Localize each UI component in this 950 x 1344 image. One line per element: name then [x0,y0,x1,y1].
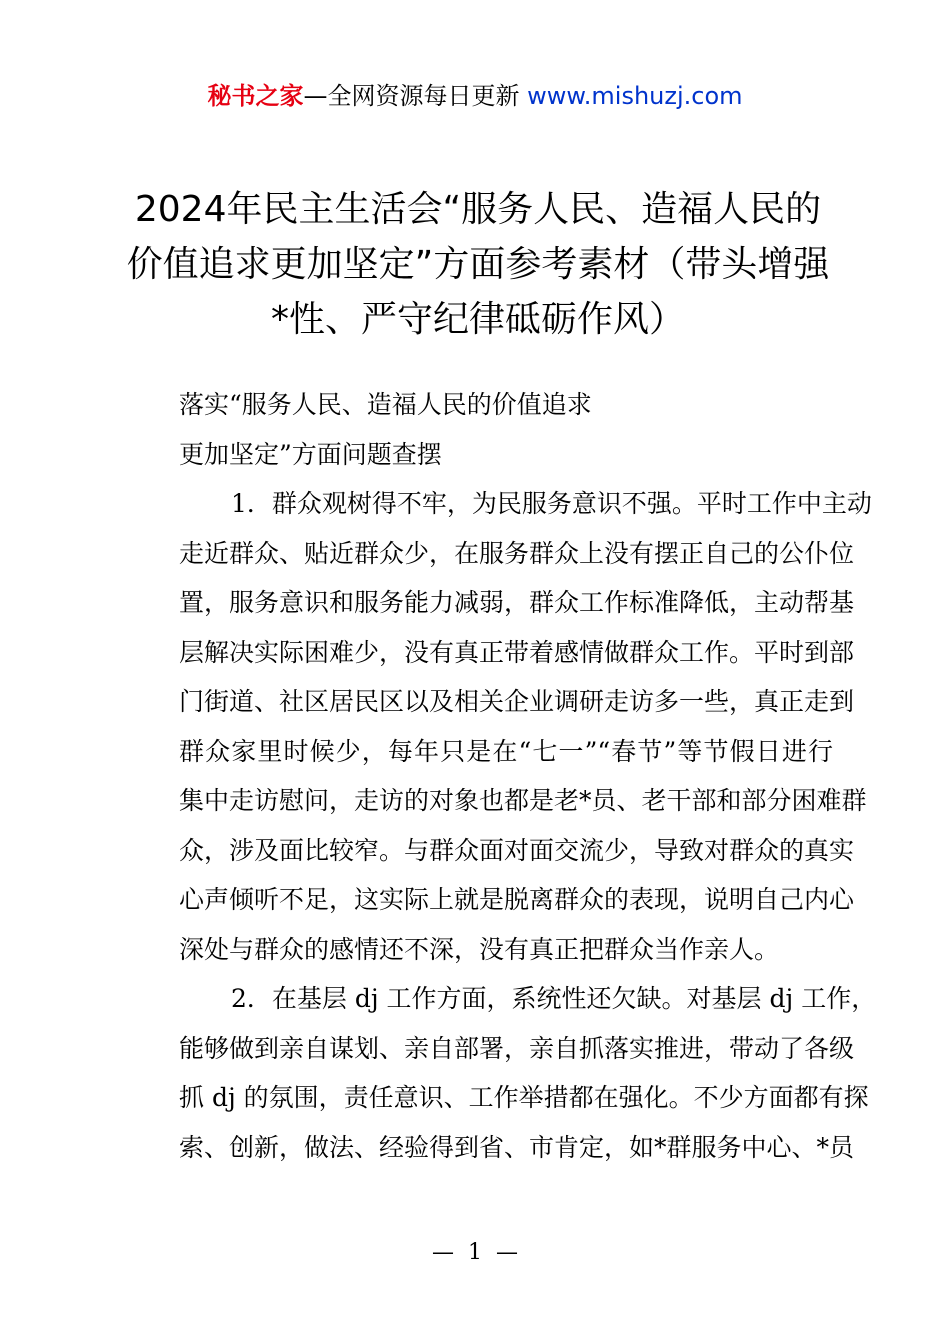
paragraph-line: 抓 dj 的氛围，责任意识、工作举措都在强化。不少方面都有探 [179,1083,869,1112]
brand-name: 秘书之家 [207,82,304,110]
paragraph-1 [127,479,872,974]
paragraph-line: 深处与群众的感情还不深，没有真正把群众当作亲人。 [179,934,780,964]
paragraph-line: 能够做到亲自谋划、亲自部署，亲自抓落实推进，带动了各级 [179,1033,855,1063]
title-line: *性、严守纪律砥砺作风） [270,299,685,340]
document-title [118,182,838,347]
footer-dash: — [432,1240,454,1265]
title-line: 2024年民主生活会“服务人民、造福人民的 [134,189,822,230]
footer-dash: — [496,1240,518,1265]
header-url-link[interactable]: www.mishuzj.com [527,82,743,110]
paragraph-line: 群众家里时候少，每年只是在“七一”“春节”等节假日进行 [179,736,833,766]
paragraph-line: 置，服务意识和服务能力减弱，群众工作标准降低，主动帮基 [179,588,855,617]
paragraph-line: 集中走访慰问，走访的对象也都是老*员、老干部和部分困难群 [179,786,867,815]
page-number: 1 [468,1240,482,1265]
paragraph-2 [127,974,877,1172]
document-body [127,380,877,1172]
paragraph-line: 层解决实际困难少，没有真正带着感情做群众工作。平时到部 [179,637,855,667]
paragraph-line: 走近群众、贴近群众少，在服务群众上没有摆正自己的公仆位 [179,538,855,568]
site-header [0,80,950,112]
paragraph-line: 2．在基层 dj 工作方面，系统性还欠缺。对基层 dj 工作， [231,984,877,1013]
header-tagline: —全网资源每日更新 [303,82,528,110]
subheading-line: 落实“服务人民、造福人民的价值追求 [179,390,592,419]
subheading-line: 更加坚定”方面问题查摆 [179,439,442,469]
paragraph-line: 心声倾听不足，这实际上就是脱离群众的表现，说明自己内心 [179,885,855,914]
page-footer [0,1238,950,1268]
paragraph-line: 索、创新，做法、经验得到省、市肯定，如*群服务中心、*员 [179,1132,855,1162]
paragraph-line: 众，涉及面比较窄。与群众面对面交流少，导致对群众的真实 [179,835,855,865]
paragraph-line: 1．群众观树得不牢，为民服务意识不强。平时工作中主动 [231,489,872,518]
section-subheading [127,380,833,479]
paragraph-line: 门街道、社区居民区以及相关企业调研走访多一些，真正走到 [179,687,855,716]
title-line: 价值追求更加坚定”方面参考素材（带头增强 [126,244,830,285]
